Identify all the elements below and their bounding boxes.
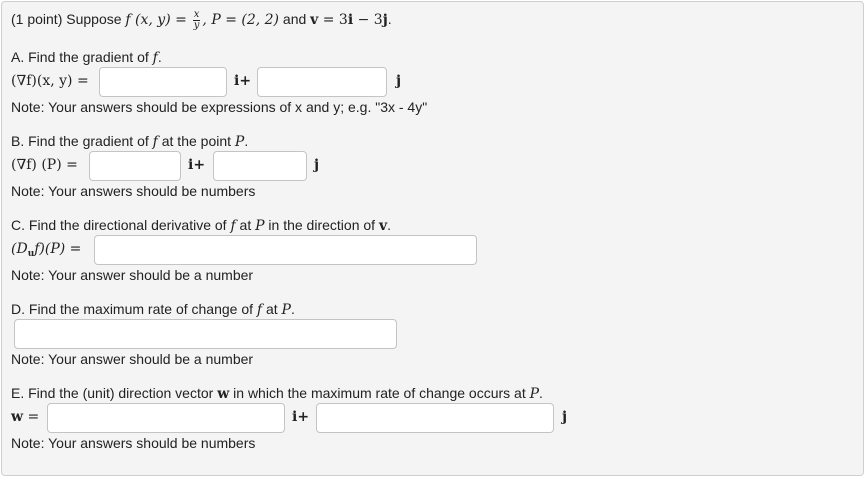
part-b-gradient-lhs: (∇f) (P) = <box>11 157 78 173</box>
part-a-title-period: . <box>157 49 162 65</box>
part-e-j-label: j <box>562 409 568 425</box>
problem-points: (1 point) Suppose <box>11 11 122 28</box>
part-a-note: Note: Your answers should be expressions of x and y; e.g. "3x - 4y" <box>11 99 428 115</box>
unit-i-symbol: i <box>347 12 354 29</box>
part-e-j-component-input[interactable] <box>316 403 554 433</box>
part-a-i-component-input[interactable] <box>99 67 227 97</box>
part-c-title-period: . <box>387 217 391 233</box>
part-b-note: Note: Your answers should be numbers <box>11 183 256 199</box>
part-b-title-p: P <box>234 134 245 150</box>
part-c-title-p: P <box>255 218 265 234</box>
part-e-i-plus-label: i+ <box>292 409 310 425</box>
part-b-title-f: f <box>152 134 158 150</box>
part-e-note: Note: Your answers should be numbers <box>11 435 256 451</box>
part-b-title-period: . <box>244 133 249 149</box>
part-c-note: Note: Your answer should be a number <box>11 267 254 283</box>
and-text: and <box>282 11 307 28</box>
part-d-title-p: P <box>281 302 291 318</box>
part-d-max-rate-input[interactable] <box>14 319 397 349</box>
function-lhs: f (x, y) = <box>125 12 187 29</box>
part-e-title-text: E. Find the (unit) direction vector <box>11 385 214 401</box>
part-b-j-component-input[interactable] <box>213 151 307 181</box>
part-a-title-text: A. Find the gradient of <box>11 49 149 65</box>
vector-v-minus: − 3 <box>353 12 383 29</box>
part-b-title-text: B. Find the gradient of <box>11 133 149 149</box>
part-e-lhs-eq: = <box>27 409 40 425</box>
fraction-x-over-y <box>193 10 201 31</box>
part-a-i-plus-label: i+ <box>234 73 252 89</box>
part-d-title-at: at <box>265 301 278 317</box>
unit-j-symbol: j <box>382 12 388 29</box>
vector-v-eq: = 3 <box>322 12 348 29</box>
part-c-lhs-rest: f)(P) = <box>34 241 82 257</box>
part-b-title-mid: at the point <box>161 133 232 149</box>
part-e-lhs-w: w <box>11 409 24 425</box>
part-b-i-component-input[interactable] <box>89 151 181 181</box>
part-a-j-component-input[interactable] <box>257 67 387 97</box>
part-a-title-f: f <box>152 50 158 66</box>
part-d-title <box>11 301 295 318</box>
part-d-title-period: . <box>290 301 295 317</box>
part-c-lhs-d: (D <box>11 241 28 257</box>
part-c-lhs-u: u <box>27 249 35 259</box>
part-e-title-w: w <box>217 386 230 402</box>
part-a-title <box>11 49 162 66</box>
part-d-title-f: f <box>256 302 263 318</box>
part-b-title <box>11 133 248 150</box>
part-c-title-text: C. Find the directional derivative of <box>11 217 227 233</box>
part-b-j-label: j <box>314 157 320 173</box>
part-d-title-text: D. Find the maximum rate of change of <box>11 301 253 317</box>
part-d-note: Note: Your answer should be a number <box>11 351 254 367</box>
part-c-title-f: f <box>230 218 236 234</box>
vector-v-symbol: v <box>310 12 319 29</box>
part-c-title-at: at <box>239 217 252 233</box>
part-c-title-v: v <box>378 218 388 234</box>
part-a-gradient-lhs: (∇f)(x, y) = <box>11 73 89 89</box>
part-c-directional-lhs <box>11 241 81 259</box>
part-e-vector-lhs <box>11 409 39 425</box>
fraction-denominator: y <box>193 20 200 31</box>
problem-statement <box>11 10 392 31</box>
fraction-numerator: x <box>193 9 200 20</box>
point-definition: , P = (2, 2) <box>202 12 280 29</box>
part-c-title <box>11 217 391 234</box>
part-e-i-component-input[interactable] <box>47 403 285 433</box>
part-e-title <box>11 385 543 402</box>
statement-period: . <box>387 11 392 28</box>
part-e-title-period: . <box>539 385 543 401</box>
part-e-title-mid: in which the maximum rate of change occurs at <box>233 385 526 401</box>
part-e-title-p: P <box>529 386 540 402</box>
part-b-i-plus-label: i+ <box>188 157 206 173</box>
part-a-j-label: j <box>396 73 402 89</box>
part-c-directional-derivative-input[interactable] <box>94 235 477 265</box>
part-c-title-mid: in the direction of <box>268 217 376 233</box>
